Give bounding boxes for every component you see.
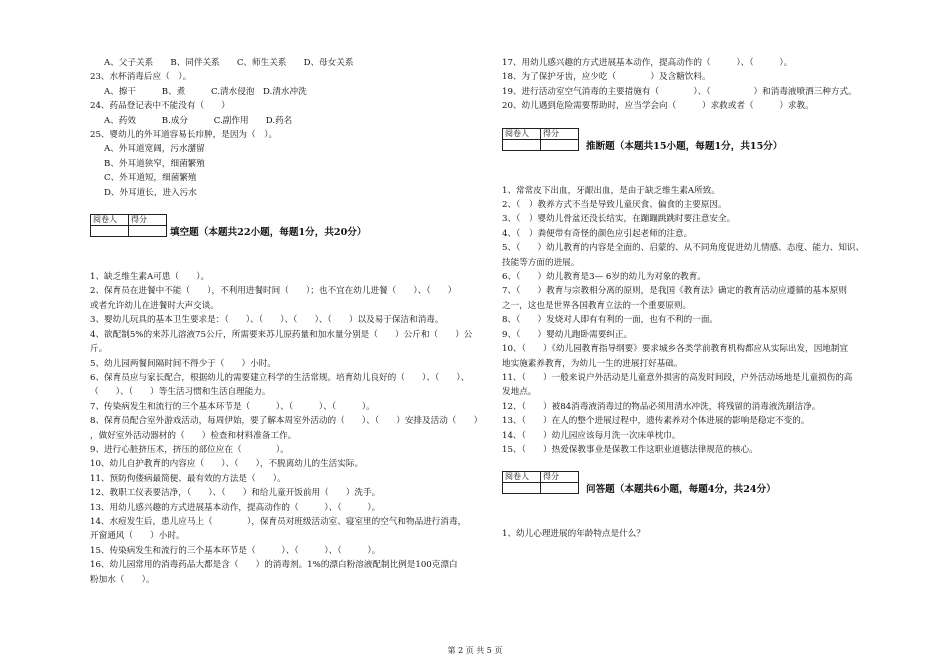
judge-line: 4、（ ）粪便带有奇怪的颜色应引起老师的注意。 — [502, 228, 693, 239]
page-footer: 第 2 页 共 5 页 — [447, 646, 503, 655]
choice-line: A、擦干 B、煮 C.清水侵泡 D.清水冲洗 — [104, 86, 307, 97]
judge-line: 7、（ ）教育与宗教相分离的原则，是我国《教育法》确定的教育活动应遵循的基本原则 — [502, 286, 847, 297]
fill-line: 14、水痘发生后，患儿应马上（ ），保育员对班级活动室、寝室里的空气和物品进行消毒， — [90, 516, 467, 527]
qa-section-header — [502, 471, 910, 507]
judge-line: 之一，这也是世界各国教育立法的一个重要原则。 — [502, 300, 692, 311]
judge-line: 技能等方面的进展。 — [502, 257, 580, 268]
judge-line: 11、（ ）一般来说户外活动是儿童意外损害的高发时间段，户外活动场地是儿童损伤的高 — [502, 372, 853, 383]
judge-line: 5、（ ）幼儿教育的内容是全面的、启蒙的、从不同角度促进幼儿情感、态度、能力、知识、 — [502, 243, 865, 254]
choice-line: A、外耳道宽阔，污水潴留 — [104, 144, 205, 155]
fill-line: 4、欲配制5%的来苏儿溶液75公斤，所需要来苏儿原药量和加水量分别是（ ）公斤和（ ）公 — [90, 329, 473, 340]
fill-questions — [90, 270, 482, 587]
choice-questions — [90, 56, 482, 200]
score-cell — [541, 139, 579, 150]
judge-line: 1、常常皮下出血，牙龈出血，是由于缺乏维生素A所致。 — [502, 185, 720, 196]
judge-line: 发地点。 — [502, 387, 537, 398]
score-label: 得分 — [129, 215, 167, 226]
fill-line: 斤。 — [90, 344, 108, 355]
fill-line: 9、进行心脏挤压术，挤压的部位应在（ ）。 — [90, 444, 289, 455]
qa-questions — [502, 527, 910, 541]
right-column — [502, 56, 910, 542]
reviewer-cell — [91, 226, 129, 237]
judge-line: 13、（ ）在人的整个进展过程中，遗传素养对个体进展的影响是稳定不变的。 — [502, 416, 810, 427]
fill-line: ，做好室外活动器材的（ ）检查和材料准备工作。 — [90, 430, 297, 441]
fill-line: 或者允许幼儿在进餐时大声交谈。 — [90, 300, 219, 311]
fill-line: 8、保育员配合室外游戏活动，每周伊始，要了解本周室外活动的（ ）、（ ）安排及活动（ ） — [90, 416, 482, 427]
fill-line: 17、用幼儿感兴趣的方式进展基本动作，提高动作的（ ）、（ ）。 — [502, 58, 793, 68]
fill-line: 16、幼儿园常用的消毒药品大都是含（ ）的消毒剂。1%的漂白粉溶液配制比例是100克漂白 — [90, 560, 458, 571]
judge-questions — [502, 184, 910, 458]
choice-line: D、外耳道长，进入污水 — [104, 187, 197, 198]
score-cell — [541, 483, 579, 494]
judge-line: 地实施素养教育，为幼儿一生的进展打好基础。 — [502, 358, 683, 369]
qa-line: 1、幼儿心理进展的年龄特点是什么？ — [502, 529, 645, 540]
fill-line: 5、幼儿园两餐间隔时间不得少于（ ）小时。 — [90, 358, 276, 369]
section-title: 填空题（本题共22小题，每题1分，共20分） — [170, 227, 367, 239]
judge-section-header — [502, 128, 910, 164]
judge-line: 2、（ ）教养方式不当是导致儿童厌食、偏食的主要原因。 — [502, 200, 727, 211]
left-column — [90, 56, 482, 587]
choice-line: A、药效 B.成分 C.副作用 D.药名 — [104, 115, 293, 126]
fill-line: （ ）、（ ）等生活习惯和生活自理能力。 — [90, 387, 271, 398]
fill-line: 2、保育员在进餐中不能（ ），不利用进餐时间（ ）；也不宜在幼儿进餐（ ）、（ ） — [90, 286, 457, 297]
reviewer-label: 阅卷人 — [91, 215, 129, 226]
fill-line: 11、预防佝偻病最简便、最有效的方法是（ ）。 — [90, 473, 286, 484]
choice-line: 23、水杯消毒后应（ ）。 — [90, 72, 192, 83]
choice-line: A、父子关系 B、同伴关系 C、师生关系 D、母女关系 — [104, 58, 354, 68]
judge-line: 12、（ ）被84消毒液消毒过的物品必须用清水冲洗，将残留的消毒液洗刷洁净。 — [502, 401, 821, 412]
fill-line: 12、教职工仪表要洁净，（ ）、（ ）和给儿童开饭前用（ ）洗手。 — [90, 488, 381, 499]
score-box — [90, 214, 167, 237]
fill-line: 7、传染病发生和流行的三个基本环节是（ ）、（ ）、（ ）。 — [90, 401, 375, 412]
judge-line: 8、（ ）发烧对人即有有利的一面，也有不利的一面。 — [502, 315, 719, 326]
judge-line: 6、（ ）幼儿教育是3— 6岁的幼儿为对象的教育。 — [502, 272, 706, 283]
fill-line: 6、保育员应与家长配合，根据幼儿的需要建立科学的生活常规。培育幼儿良好的（ ）、（ ）、 — [90, 372, 470, 383]
score-label: 得分 — [541, 128, 579, 139]
fill-line: 15、传染病发生和流行的三个基本环节是（ ）、（ ）、（ ）。 — [90, 545, 381, 556]
fill-section-header — [90, 214, 482, 250]
choice-line: 25、婴幼儿的外耳道容易长疖肿，是因为（ ）。 — [90, 130, 278, 141]
fill-line: 13、用幼儿感兴趣的方式进展基本动作，提高动作的（ ）、（ ）。 — [90, 502, 381, 513]
judge-line: 3、（ ）婴幼儿骨盆还没长结实，在蹦蹦跳跳时要注意安全。 — [502, 214, 736, 225]
fill-line: 19、进行活动室空气消毒的主要措施有（ ）、（ ）和消毒液喷洒三种方式。 — [502, 86, 857, 97]
judge-line: 10、（ ）《幼儿园教育指导纲要》要求城乡各类学前教育机构都应从实际出发，因地制宜 — [502, 344, 849, 355]
reviewer-cell — [503, 139, 541, 150]
fill-line: 20、幼儿遇到危险需要帮助时，应当学会向（ ）求救或者（ ）求教。 — [502, 101, 814, 112]
choice-line: 24、药品登记表中不能没有（ ） — [90, 101, 230, 112]
choice-line: B、外耳道狭窄，细菌繁殖 — [104, 158, 205, 169]
fill-questions-continued — [502, 56, 910, 114]
score-box — [502, 471, 579, 494]
score-cell — [129, 226, 167, 237]
score-label: 得分 — [541, 472, 579, 483]
fill-line: 粉加水（ ）。 — [90, 574, 155, 585]
section-title: 推断题（本题共15小题，每题1分，共15分） — [586, 140, 783, 152]
judge-line: 14、（ ）幼儿园应该每月洗一次床单枕巾。 — [502, 430, 681, 441]
section-title: 问答题（本题共6小题，每题4分，共24分） — [586, 484, 776, 496]
fill-line: 10、幼儿自护教育的内容应（ ）、（ ），不脱离幼儿的生活实际。 — [90, 459, 364, 470]
reviewer-cell — [503, 483, 541, 494]
judge-line: 9、（ ）婴幼儿跑卧需要纠正。 — [502, 329, 633, 340]
choice-line: C、外耳道短，细菌繁殖 — [104, 173, 197, 184]
reviewer-label: 阅卷人 — [503, 472, 541, 483]
judge-line: 15、（ ）热爱保教事业是保教工作这职业道德法律规范的核心。 — [502, 444, 758, 455]
score-box — [502, 128, 579, 151]
fill-line: 18、为了保护牙齿，应少吃（ ）及含糖饮料。 — [502, 72, 711, 83]
fill-line: 开窗通风（ ）小时。 — [90, 531, 185, 542]
fill-line: 3、婴幼儿玩具的基本卫生要求是：（ ）、（ ）、（ ）、（ ）以及易于保洁和消毒。 — [90, 315, 444, 326]
fill-line: 1、缺乏维生素A可患（ ）。 — [90, 272, 210, 283]
reviewer-label: 阅卷人 — [503, 128, 541, 139]
